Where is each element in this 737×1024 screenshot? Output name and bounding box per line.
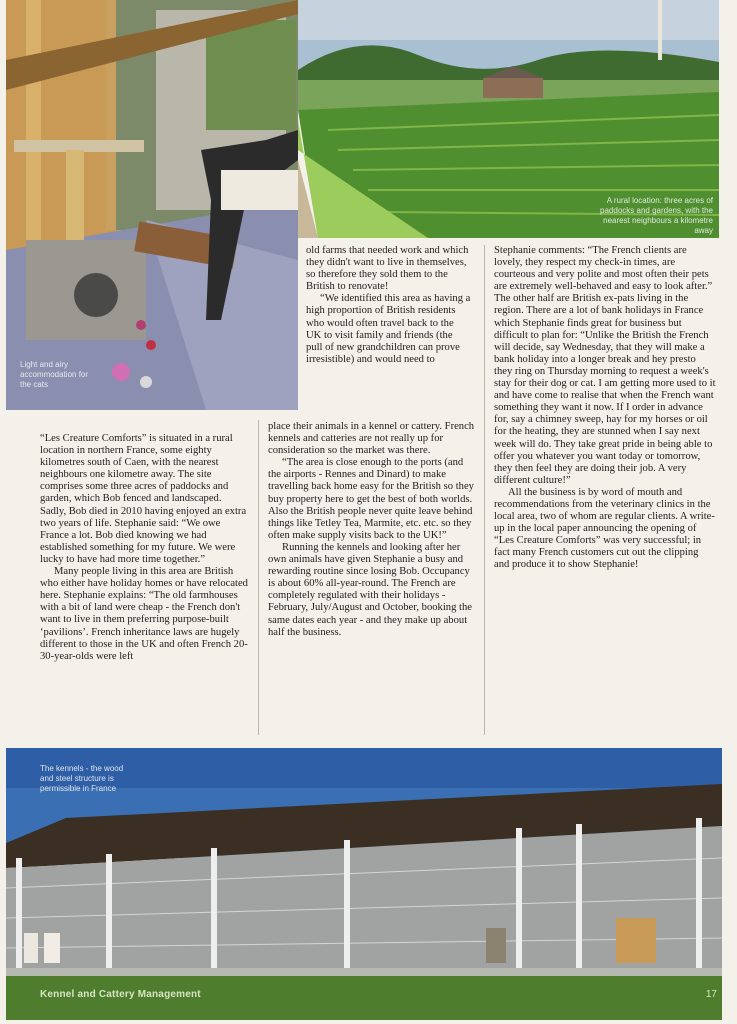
rural-caption: A rural location: three acres of paddocks and gardens, with the nearest neighbours a kilometre away xyxy=(600,196,713,235)
paragraph: “The area is close enough to the ports (and the airports - Rennes and Dinard) to make travelling back home easy for the British so they buy property here to get the best of both worlds. Also the British people never quite leave behind things like Tetley Tea, Marmite, etc. etc. so they often make supply visits back to the UK!” xyxy=(268,457,474,541)
paragraph: place their animals in a kennel or cattery. French kennels and catteries are not really up for consideration so the market was there. xyxy=(268,421,475,457)
column-1 xyxy=(40,433,250,663)
column-3 xyxy=(494,245,716,572)
column-divider xyxy=(484,245,485,735)
paragraph: Stephanie comments: “The French clients are lovely, they respect my check-in times, are courteous and very polite and most often their pets are extremely well-behaved and easy to look after.” The other half are British ex-pats living in the region. There are a lot of bank holidays in France which Stephanie finds great for business but difficult to plan for: “Unlike the British the French will decide, say Wednesday, that they will make a bank holiday into a longer break and hey presto they ring on Thursday morning to request a week's stay for their dog or cat. I am getting more used to it and have come to realise that when the French want something they want it now. If I order in advance for, say a chimney sweep, hay for my horses or oil for the heating, they are stunned when I say next week will do. They take great pride in being able to offer you whatever you want today or tomorrow, they then feel they are doing their job. A very different culture!” xyxy=(494,245,716,486)
column-2-top xyxy=(306,245,471,366)
paragraph: All the business is by word of mouth and recommendations from the veterinary clinics in the local area, two of whom are regular clients. A write-up in the local paper announcing the opening of “Les Creature Comforts” was very successful; in fact many French customers cut out the clipping and produce it to show Stephanie! xyxy=(494,486,715,571)
kennels-caption: The kennels - the wood and steel structure is permissible in France xyxy=(40,764,124,793)
column-2 xyxy=(268,421,478,639)
paragraph: old farms that needed work and which they didn't want to live in themselves, so therefore they sold them to the British to renovate! xyxy=(306,245,469,293)
paragraph: “We identified this area as having a high proportion of British residents who would often travel back to the UK to visit family and friends (the pull of new grandchildren can prove irresistible) and would need to xyxy=(306,293,471,365)
magazine-title: Kennel and Cattery Management xyxy=(40,989,201,1000)
paragraph: “Les Creature Comforts” is situated in a rural location in northern France, some eighty kilometres south of Caen, with the nearest neighbours one kilometre away. The site comprises some three acres of paddocks and garden, which Bob fenced and landscaped. Sadly, Bob died in 2010 having enjoyed an extra two years of life. Stephanie said: “We owe France a lot. Bob died knowing we had established something for my future. We were lucky to have had more time together.” xyxy=(40,433,247,565)
page-number: 17 xyxy=(705,989,717,1000)
paragraph: Many people living in this area are British who either have holiday homes or have relocated here. Stephanie explains: “The old farmhouses with a bit of land were cheap - the French don't want to live in them preferring purpose-built ‘pavilions’. French inheritance laws are hugely different to those in the UK and often French 20-30-year-olds were left xyxy=(40,566,248,662)
cattery-caption: Light and airy accommodation for the cats xyxy=(20,360,89,389)
cattery-photo xyxy=(6,0,298,410)
column-divider xyxy=(258,420,259,735)
paragraph: Running the kennels and looking after her own animals have given Stephanie a busy and rewarding routine since losing Bob. Occupancy is about 60% all-year-round. The French are completely regulated with their holidays - February, July/August and October, booking the same dates each year - and they make up about half the business. xyxy=(268,541,472,638)
